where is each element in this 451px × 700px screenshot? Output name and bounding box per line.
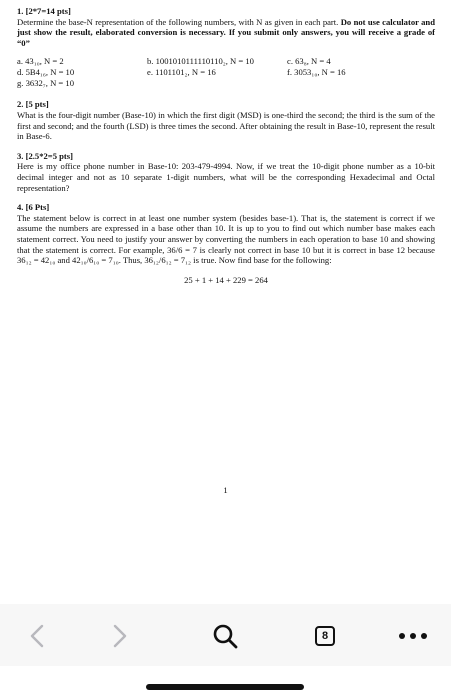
question-1-intro: Determine the base-N representation of the following numbers, with N as given in each part. — [17, 16, 339, 27]
question-4-equation: 25 + 1 + 14 + 229 = 264 — [184, 274, 268, 285]
option-c: c. 63₈, N = 4 — [287, 56, 331, 67]
question-4-text: The statement below is correct in at least one number system (besides base-1). That is, the statement is correct if we assume the numbers are expressed in a base other than 10. It is up to you to find out which number base makes each statement correct. You need to justify your answer by converting the numbers in each operation to base 10 and showing that the statement is correct. For example, 36/6 = 7 is clearly not correct in base 10 but it is correct in base 12 because 36₁₂ = 42₁₀ and 42₁₀/6₁₀ = 7₁₀. Thus, 36₁₂/6₁₂ = 7₁₂ is true. Now find base for the following: — [17, 212, 435, 266]
home-indicator[interactable] — [146, 684, 304, 690]
search-button[interactable] — [207, 618, 243, 654]
page-number: 1 — [223, 485, 228, 495]
question-2 — [17, 99, 435, 141]
more-button[interactable] — [395, 618, 431, 654]
option-g: g. 3632₇, N = 10 — [17, 78, 75, 89]
option-b: b. 1001010111110110₂, N = 10 — [147, 56, 254, 67]
question-2-text: What is the four-digit number (Base-10) in which the first digit (MSD) is one-third the second; the third is the sum of the first and second; and the fourth (LSD) is three times the second. After obtaining the result in Base-10, represent the result in Base-6. — [17, 109, 435, 142]
tabs-button[interactable] — [310, 618, 340, 654]
option-a: a. 43₁₀, N = 2 — [17, 56, 64, 67]
tabs-icon: 8 — [315, 626, 335, 646]
question-1-text — [17, 17, 435, 49]
forward-button[interactable] — [105, 618, 135, 654]
question-4-heading: 4. [6 Pts] — [17, 202, 50, 213]
back-icon — [30, 624, 44, 648]
search-icon — [212, 623, 238, 649]
question-1-heading: 1. [2*7=14 pts] — [17, 6, 71, 16]
question-1 — [17, 6, 435, 90]
question-1-options — [17, 56, 435, 90]
question-3-heading: 3. [2.5*2=5 pts] — [17, 150, 73, 161]
option-f: f. 3053₁₀, N = 16 — [287, 67, 346, 78]
option-e: e. 1101101₂, N = 16 — [147, 67, 216, 78]
question-3 — [17, 151, 435, 193]
browser-toolbar — [0, 604, 451, 666]
forward-icon — [113, 624, 127, 648]
back-button[interactable] — [22, 618, 52, 654]
question-3-text: Here is my office phone number in Base-10: 203-479-4994. Now, if we treat the 10-digit phone number as a 10-bit decimal integer and not as 10 separate 1-digit numbers, what will be the corresponding Hexadecimal and Octal representation? — [17, 161, 435, 193]
question-1-warning: Do not use calculator and just show the result, elaborated conversion is necessary. If you submit only answers, you will receive a grade of “0” — [17, 16, 435, 48]
more-icon — [398, 632, 428, 640]
option-d: d. 5B4₁₆, N = 10 — [17, 67, 75, 78]
document-content — [17, 6, 435, 294]
question-2-heading: 2. [5 pts] — [17, 99, 49, 110]
question-4 — [17, 202, 435, 285]
